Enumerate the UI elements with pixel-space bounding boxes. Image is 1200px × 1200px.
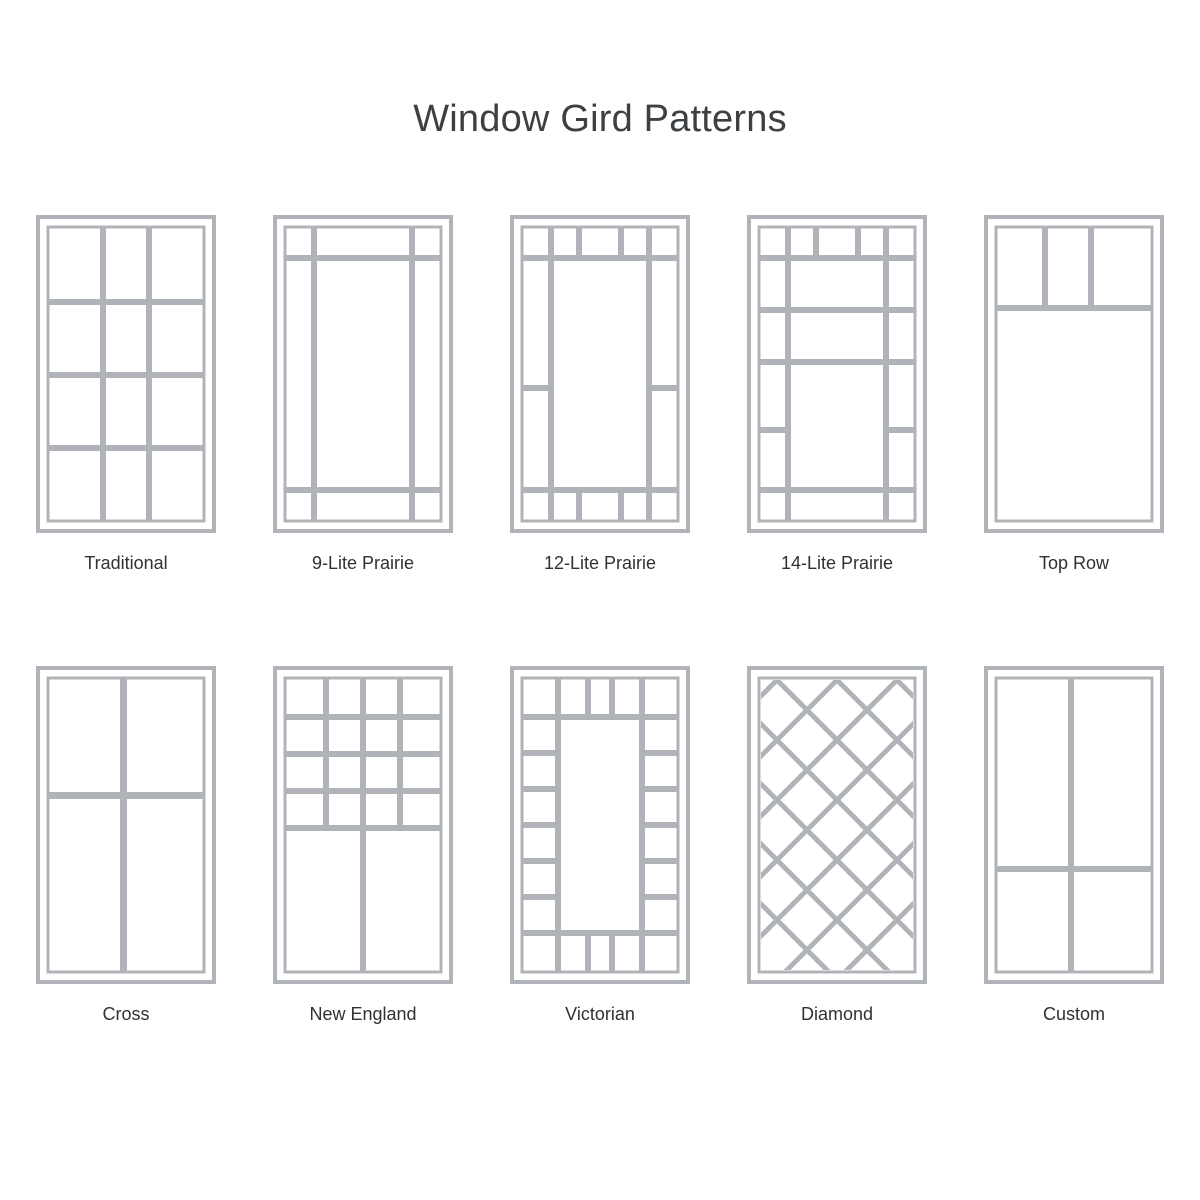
pattern-label: 9-Lite Prairie (311, 553, 415, 573)
pattern-14-lite-prairie[interactable] (719, 215, 956, 574)
pattern-row-2 (0, 666, 1200, 1025)
window-figure-custom (984, 666, 1164, 984)
traditional-window-svg (36, 215, 216, 533)
pattern-traditional[interactable] (8, 215, 245, 574)
nine-lite-prairie-window-svg (273, 215, 453, 533)
victorian-window-svg (510, 666, 690, 984)
pattern-victorian[interactable] (482, 666, 719, 1025)
pattern-label: Traditional (84, 553, 168, 573)
window-figure-top-row (984, 215, 1164, 533)
pattern-label: Cross (102, 1004, 150, 1024)
window-figure-new-england (273, 666, 453, 984)
pattern-top-row[interactable] (956, 215, 1193, 574)
window-figure-cross (36, 666, 216, 984)
twelve-lite-prairie-window-svg (510, 215, 690, 533)
pattern-9-lite-prairie[interactable] (245, 215, 482, 574)
new-england-window-svg (273, 666, 453, 984)
pattern-12-lite-prairie[interactable] (482, 215, 719, 574)
pattern-label: 12-Lite Prairie (543, 553, 657, 573)
window-figure-9-lite-prairie (273, 215, 453, 533)
window-figure-traditional (36, 215, 216, 533)
pattern-cross[interactable] (8, 666, 245, 1025)
pattern-grid (0, 215, 1200, 1025)
top-row-window-svg (984, 215, 1164, 533)
window-figure-victorian (510, 666, 690, 984)
pattern-label: Victorian (565, 1004, 635, 1024)
pattern-label: Top Row (1038, 553, 1110, 573)
custom-window-svg (984, 666, 1164, 984)
cross-window-svg (36, 666, 216, 984)
pattern-new-england[interactable] (245, 666, 482, 1025)
fourteen-lite-prairie-window-svg (747, 215, 927, 533)
pattern-custom[interactable] (956, 666, 1193, 1025)
window-figure-diamond (747, 666, 927, 984)
page-title: Window Gird Patterns (413, 98, 787, 140)
pattern-label: New England (309, 1004, 417, 1024)
pattern-label: Custom (1042, 1004, 1105, 1024)
pattern-row-1 (0, 215, 1200, 574)
pattern-label: Diamond (800, 1004, 874, 1024)
pattern-label: 14-Lite Prairie (780, 553, 894, 573)
pattern-diamond[interactable] (719, 666, 956, 1025)
window-figure-14-lite-prairie (747, 215, 927, 533)
window-figure-12-lite-prairie (510, 215, 690, 533)
diamond-window-svg (747, 666, 927, 984)
